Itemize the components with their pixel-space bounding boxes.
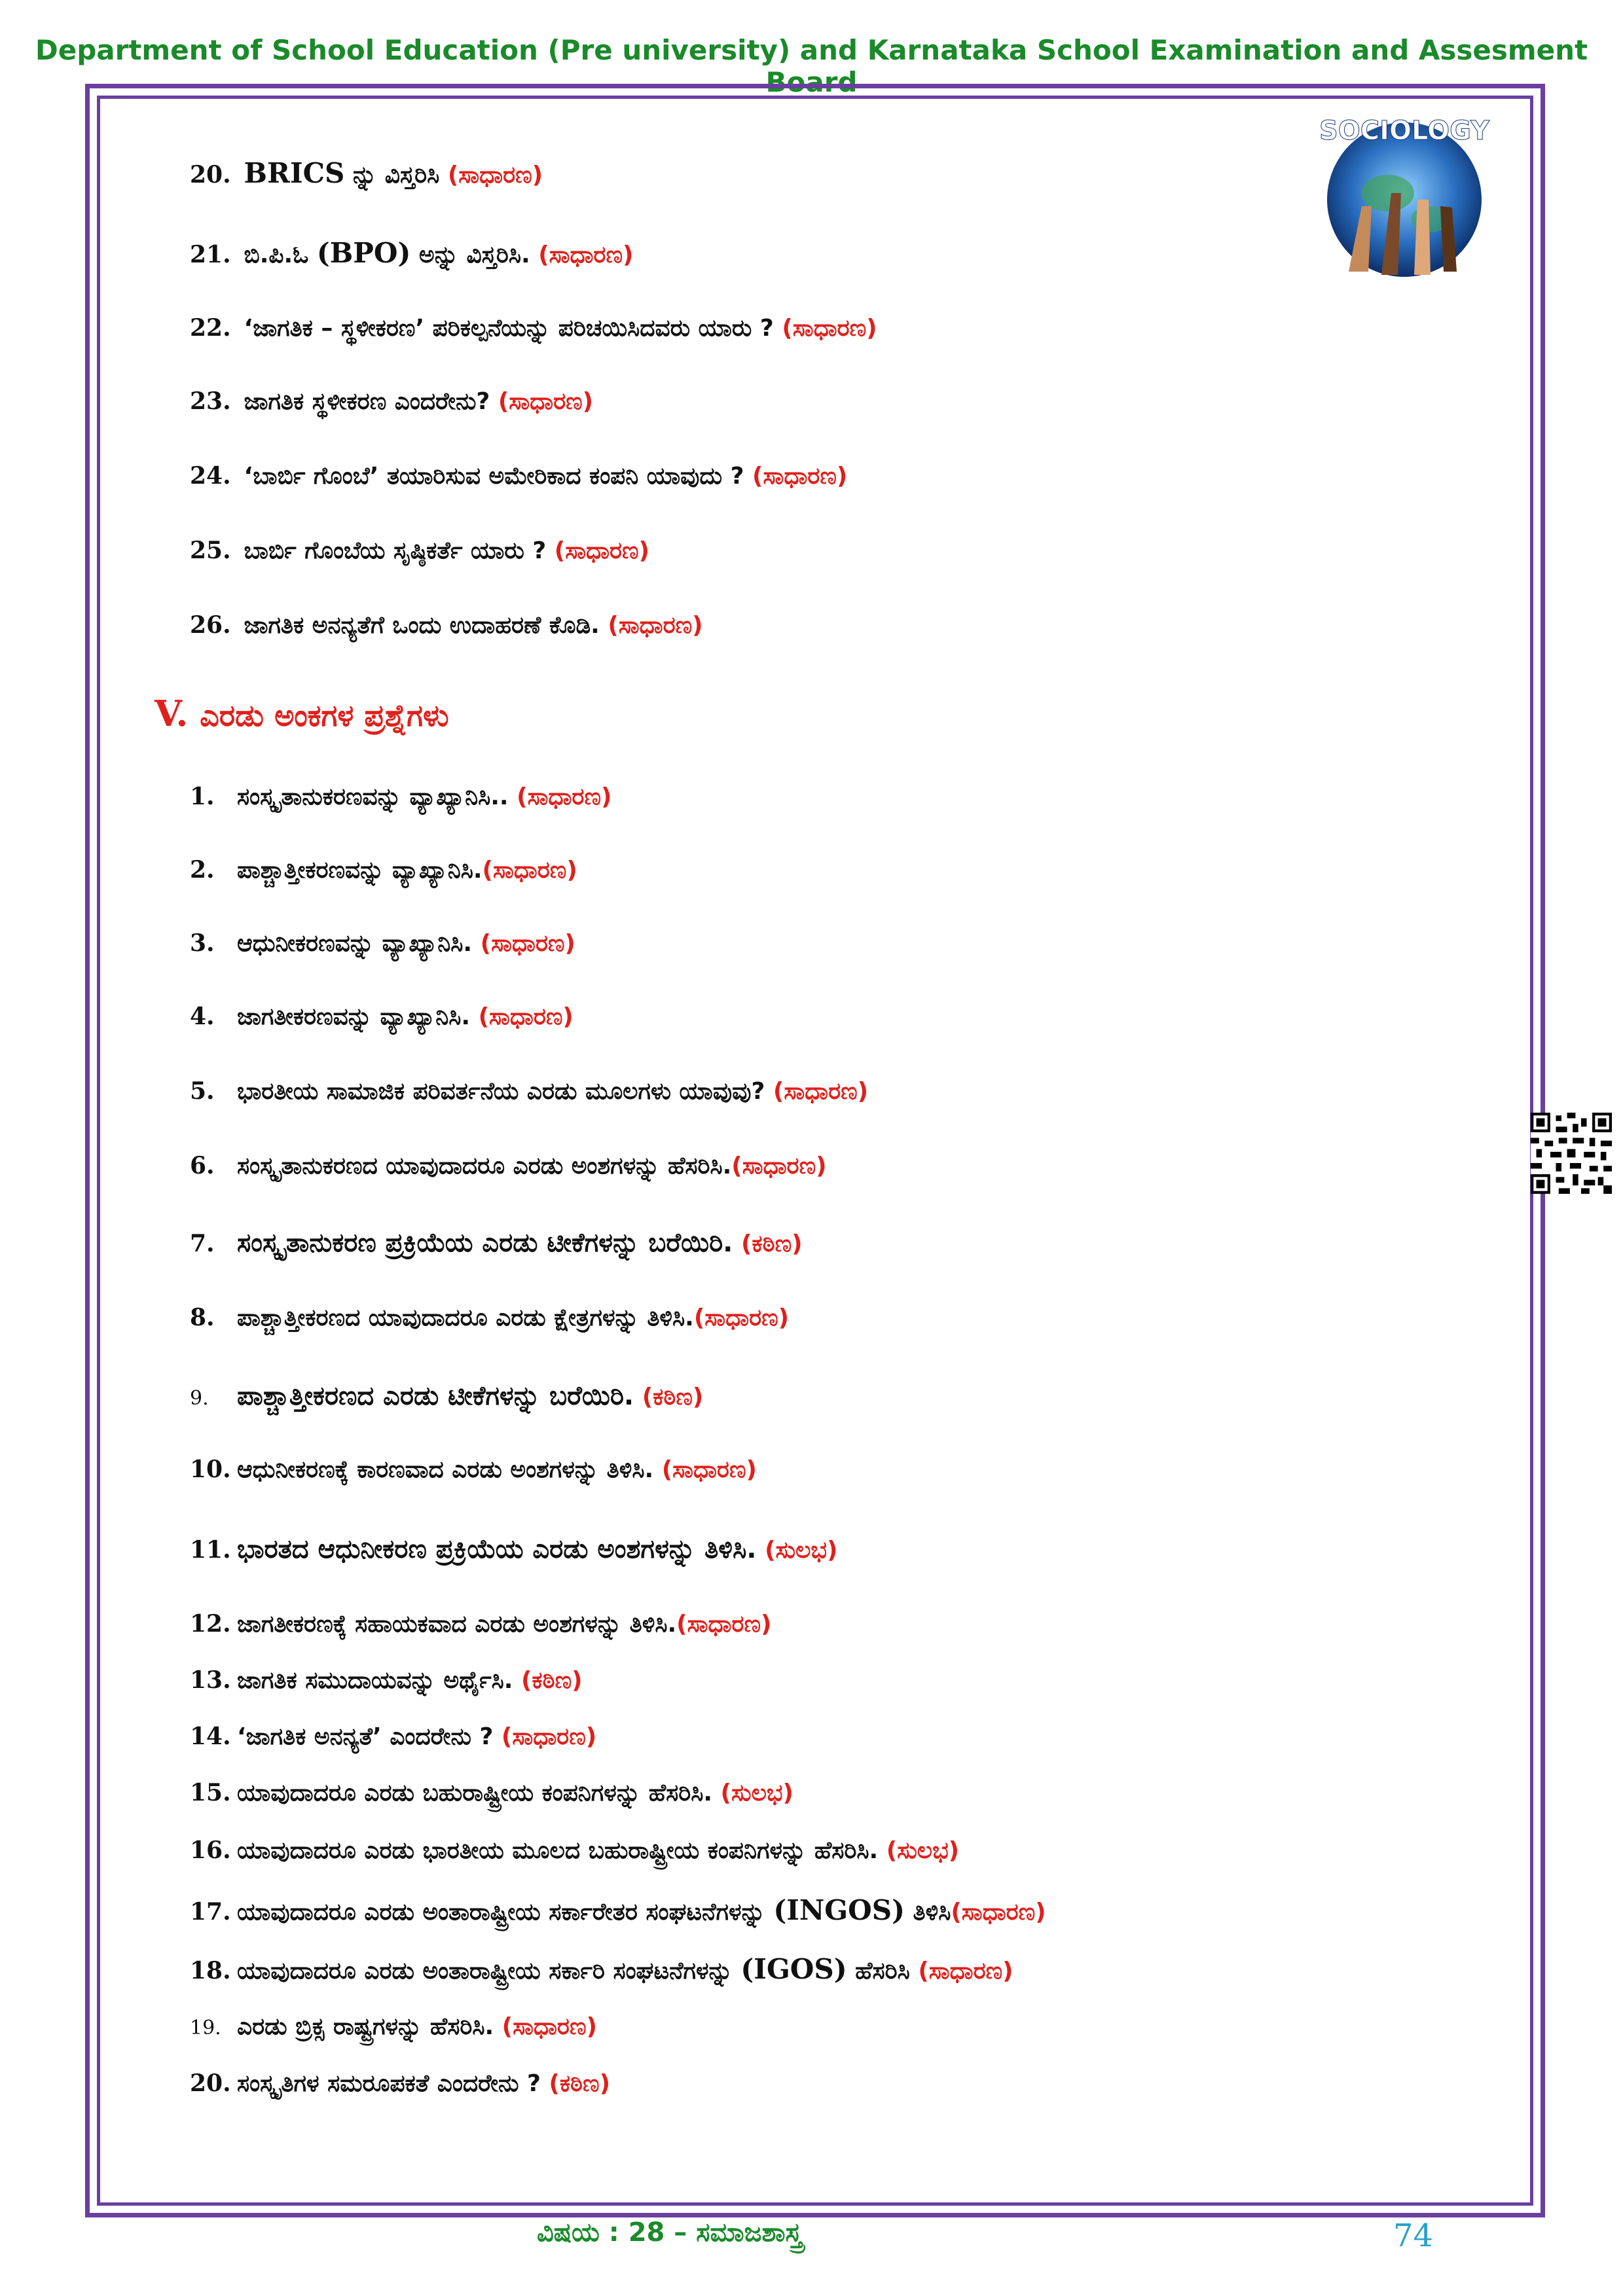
list-item: 7. ಸಂಸ್ಕೃತಾನುಕರಣ ಪ್ರಕ್ರಿಯೆಯ ಎರಡು ಟೀಕೆಗಳನ್ನು ಬರೆಯಿರಿ. (ಕಠಿಣ) [190,1228,803,1258]
list-item: 20. ಸಂಸ್ಕೃತಿಗಳ ಸಮರೂಪಕತೆ ಎಂದರೇನು ? (ಕಠಿಣ) [190,2070,611,2097]
list-item: 4. ಜಾಗತೀಕರಣವನ್ನು ವ್ಯಾಖ್ಯಾನಿಸಿ. (ಸಾಧಾರಣ) [190,1003,574,1030]
page-footer: ವಿಷಯ : 28 – ಸಮಾಜಶಾಸ್ತ್ರ [537,2217,803,2248]
logo-text: SOCIOLOGY [1319,116,1490,146]
list-item: 6. ಸಂಸ್ಕೃತಾನುಕರಣದ ಯಾವುದಾದರೂ ಎರಡು ಅಂಶಗಳನ್ನು ಹೆಸರಿಸಿ.(ಸಾಧಾರಣ) [190,1152,827,1179]
list-item: 2. ಪಾಶ್ಚಾತ್ತೀಕರಣವನ್ನು ವ್ಯಾಖ್ಯಾನಿಸಿ.(ಸಾಧಾರಣ) [190,856,577,884]
qr-code-icon [1531,1113,1612,1194]
list-item: 17. ಯಾವುದಾದರೂ ಎರಡು ಅಂತಾರಾಷ್ಟ್ರೀಯ ಸರ್ಕಾರೇತರ ಸಂಘಟನೆಗಳನ್ನು (INGOS) ತಿಳಿಸಿ(ಸಾಧಾರಣ) [190,1894,1046,1926]
list-item: 26. ಜಾಗತಿಕ ಅನನ್ಯತೆಗೆ ಒಂದು ಉದಾಹರಣೆ ಕೊಡಿ. (ಸಾಧಾರಣ) [190,611,703,639]
section-heading: V. ಎರಡು ಅಂಕಗಳ ಪ್ರಶ್ನೆಗಳು [155,692,449,734]
list-item: 13. ಜಾಗತಿಕ ಸಮುದಾಯವನ್ನು ಅರ್ಥೈಸಿ. (ಕಠಿಣ) [190,1666,583,1694]
list-item: 22. ‘ಜಾಗತಿಕ – ಸ್ಥಳೀಕರಣ’ ಪರಿಕಲ್ಪನೆಯನ್ನು ಪರಿಚಯಿಸಿದವರು ಯಾರು ? (ಸಾಧಾರಣ) [190,314,877,342]
list-item: 19. ಎರಡು ಬ್ರಿಕ್ಸ ರಾಷ್ಟ್ರಗಳನ್ನು ಹೆಸರಿಸಿ. (ಸಾಧಾರಣ) [190,2013,597,2040]
list-item: 23. ಜಾಗತಿಕ ಸ್ಥಳೀಕರಣ ಎಂದರೇನು? (ಸಾಧಾರಣ) [190,387,594,415]
list-item: 16. ಯಾವುದಾದರೂ ಎರಡು ಭಾರತೀಯ ಮೂಲದ ಬಹುರಾಷ್ಟ್ರೀಯ ಕಂಪನಿಗಳನ್ನು ಹೆಸರಿಸಿ. (ಸುಲಭ) [190,1837,960,1864]
sociology-logo [1309,108,1499,278]
list-item: 5. ಭಾರತೀಯ ಸಾಮಾಜಿಕ ಪರಿವರ್ತನೆಯ ಎರಡು ಮೂಲಗಳು ಯಾವುವು? (ಸಾಧಾರಣ) [190,1077,869,1105]
list-item: 21. ಬಿ.ಪಿ.ಓ (BPO) ಅನ್ನು ವಿಸ್ತರಿಸಿ. (ಸಾಧಾರಣ) [190,237,634,269]
page-number: 74 [1393,2217,1434,2254]
list-item: 8. ಪಾಶ್ಚಾತ್ತೀಕರಣದ ಯಾವುದಾದರೂ ಎರಡು ಕ್ಷೇತ್ರಗಳನ್ನು ತಿಳಿಸಿ.(ಸಾಧಾರಣ) [190,1304,790,1331]
list-item: 18. ಯಾವುದಾದರೂ ಎರಡು ಅಂತಾರಾಷ್ಟ್ರೀಯ ಸರ್ಕಾರಿ ಸಂಘಟನೆಗಳನ್ನು (IGOS) ಹೆಸರಿಸಿ (ಸಾಧಾರಣ) [190,1953,1013,1985]
list-item: 24. ‘ಬಾರ್ಬಿ ಗೊಂಬೆ’ ತಯಾರಿಸುವ ಅಮೇರಿಕಾದ ಕಂಪನಿ ಯಾವುದು ? (ಸಾಧಾರಣ) [190,462,848,490]
list-item: 15. ಯಾವುದಾದರೂ ಎರಡು ಬಹುರಾಷ್ಟ್ರೀಯ ಕಂಪನಿಗಳನ್ನು ಹೆಸರಿಸಿ. (ಸುಲಭ) [190,1779,793,1806]
list-item: 9. ಪಾಶ್ಚಾತ್ತೀಕರಣದ ಎರಡು ಟೀಕೆಗಳನ್ನು ಬರೆಯಿರಿ. (ಕಠಿಣ) [190,1381,704,1411]
list-item: 10. ಆಧುನೀಕರಣಕ್ಕೆ ಕಾರಣವಾದ ಎರಡು ಅಂಶಗಳನ್ನು ತಿಳಿಸಿ. (ಸಾಧಾರಣ) [190,1456,757,1483]
list-item: 14. ‘ಜಾಗತಿಕ ಅನನ್ಯತೆ’ ಎಂದರೇನು ? (ಸಾಧಾರಣ) [190,1723,597,1750]
list-item: 20. BRICS ನ್ನು ವಿಸ್ತರಿಸಿ (ಸಾಧಾರಣ) [190,157,543,189]
list-item: 12. ಜಾಗತೀಕರಣಕ್ಕೆ ಸಹಾಯಕವಾದ ಎರಡು ಅಂಶಗಳನ್ನು ತಿಳಿಸಿ.(ಸಾಧಾರಣ) [190,1610,772,1638]
list-item: 3. ಆಧುನೀಕರಣವನ್ನು ವ್ಯಾಖ್ಯಾನಿಸಿ. (ಸಾಧಾರಣ) [190,929,575,957]
list-item: 11. ಭಾರತದ ಆಧುನೀಕರಣ ಪ್ರಕ್ರಿಯೆಯ ಎರಡು ಅಂಶಗಳನ್ನು ತಿಳಿಸಿ. (ಸುಲಭ) [190,1534,838,1564]
page-header: Department of School Education (Pre university) and Karnataka School Examination and Assesment Board [35,34,1588,98]
list-item: 1. ಸಂಸ್ಕೃತಾನುಕರಣವನ್ನು ವ್ಯಾಖ್ಯಾನಿಸಿ.. (ಸಾಧಾರಣ) [190,783,612,810]
list-item: 25. ಬಾರ್ಬಿ ಗೊಂಬೆಯ ಸೃಷ್ಠಿಕರ್ತೆ ಯಾರು ? (ಸಾಧಾರಣ) [190,537,650,564]
